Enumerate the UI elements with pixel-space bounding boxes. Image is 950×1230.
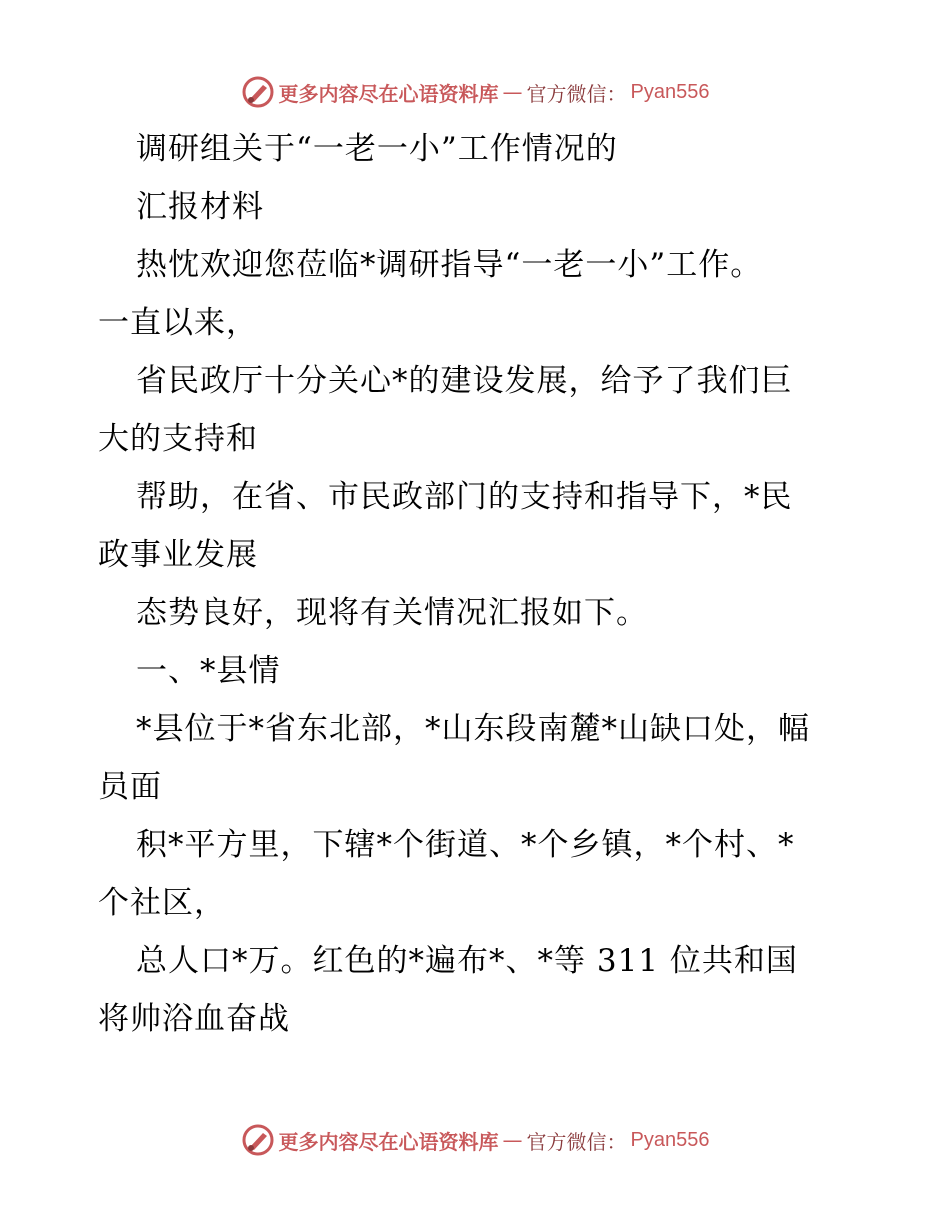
footer-watermark	[0, 1120, 950, 1160]
doc-title-line-2: 汇报材料	[136, 189, 264, 225]
header-watermark	[0, 72, 950, 112]
paragraph-line: 员面	[98, 769, 162, 805]
paragraph-line: 热忱欢迎您莅临*调研指导“一老一小”工作。	[136, 247, 763, 283]
paragraph-line: 将帅浴血奋战	[98, 1001, 290, 1037]
brush-logo-icon	[241, 75, 275, 109]
paragraph-line: 一直以来，	[98, 305, 258, 341]
document-body	[98, 120, 858, 1048]
watermark-wechat-id: Pyan556	[630, 80, 710, 103]
doc-title-line-1: 调研组关于“一老一小”工作情况的	[136, 131, 618, 167]
paragraph-line: 大的支持和	[98, 421, 258, 457]
section-heading: 一、*县情	[136, 653, 281, 689]
watermark-dash: —	[502, 80, 523, 104]
paragraph-line: *县位于*省东北部，*山东段南麓*山缺口处，幅	[136, 711, 810, 747]
watermark-banner	[241, 75, 710, 109]
watermark-wechat-label: 官方微信：	[526, 1129, 627, 1154]
paragraph-line: 态势良好，现将有关情况汇报如下。	[136, 595, 648, 631]
paragraph-line: 省民政厅十分关心*的建设发展，给予了我们巨	[136, 363, 793, 399]
paragraph-line: 帮助，在省、市民政部门的支持和指导下，*民	[136, 479, 793, 515]
paragraph-line: 积*平方里，下辖*个街道、*个乡镇，*个村、*	[136, 827, 795, 863]
watermark-banner	[241, 1123, 710, 1157]
watermark-dash: —	[502, 1128, 523, 1152]
paragraph-line: 政事业发展	[98, 537, 258, 573]
watermark-main-text: 更多内容尽在心语资料库	[278, 1129, 499, 1154]
brush-logo-icon	[241, 1123, 275, 1157]
paragraph-line: 个社区，	[98, 885, 226, 921]
watermark-wechat-id: Pyan556	[630, 1128, 710, 1151]
watermark-main-text: 更多内容尽在心语资料库	[278, 81, 499, 106]
paragraph-line: 总人口*万。红色的*遍布*、*等 311 位共和国	[136, 943, 798, 979]
watermark-wechat-label: 官方微信：	[526, 81, 627, 106]
